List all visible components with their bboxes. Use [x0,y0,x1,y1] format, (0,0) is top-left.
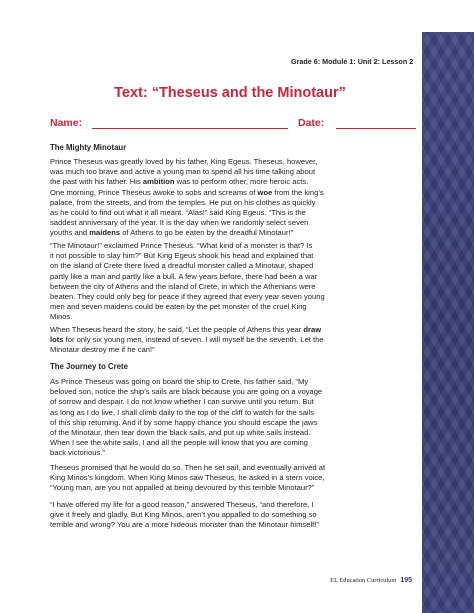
section-heading-journey-to-crete: The Journey to Crete [50,362,128,371]
text-line: When Theseus heard the story, he said, “Let the people of Athens this year draw [50,325,322,334]
page-number: 195 [400,577,412,584]
text-line: as long as I do live, I shall climb daily to the top of the cliff to watch for the sails [50,407,315,417]
text-line: lots for only six young men, instead of seven. I will myself be the seventh. Let the [50,335,324,345]
text-line: “I have offered my life for a good reason,” answered Theseus, “and therefore, I [50,500,314,509]
text-line: palace, from the streets, and from the temples. He put on his clothes as quickly [50,197,316,207]
text-line: of sorrow and despair. I do not know whether I can survive until you return. But [50,397,314,407]
text-line: “The Minotaur!” exclaimed Prince Theseus. “What kind of a monster is that? Is [50,241,313,250]
vocab-lots: lots [50,335,64,345]
paragraph-4 [50,377,412,459]
text-line: was much too brave and active a young man to spend all his time talking about [50,167,316,177]
module-header: Grade 6: Module 1: Unit 2: Lesson 2 [291,57,414,66]
text-line: on the island of Crete there lived a dreadful monster called a Minotaur, shaped [50,261,314,271]
name-date-row [50,116,410,130]
text-line: Minos. [50,312,73,322]
text-line: When I see the white sails, I and all the people will know that you are coming [50,438,308,448]
paragraph-5 [50,463,412,494]
vocab-woe: woe [257,187,273,197]
text-line: Prince Theseus was greatly loved by his father, King Egeus. Theseus, however, [50,157,318,166]
vocab-draw: draw [303,325,322,334]
text-line: Theseus promised that he would do so. Then he set sail, and eventually arrived at [50,463,326,472]
text-line: As Prince Theseus was going on board the ship to Crete, his father said, “My [50,377,309,386]
text-line: partly like a man and partly like a bull. A few years before, there had been a war [50,271,318,281]
text-line: saddest anniversary of the year. It is the day when we randomly select seven [50,218,309,228]
decorative-side-band [422,32,474,613]
text-line: “Young man, are you not appalled at being devoured by this terrible Minotaur?” [50,483,315,493]
paragraph-1 [50,157,412,239]
text-line: back victorious.” [50,448,105,458]
paragraph-2 [50,241,412,323]
section-heading-mighty-minotaur: The Mighty Minotaur [50,143,127,152]
text-line: King Minos’s kingdom. When King Minos saw Theseus, he asked in a stern voice, [50,473,325,483]
paragraph-6 [50,500,412,531]
text-line: give it freely and gladly. But King Minos, aren’t you appalled to do something so [50,510,317,520]
vocab-ambition: ambition [142,177,175,187]
text-line: terrible and wrong? You are a more hideous monster than the Minotaur himself!” [50,520,319,530]
date-label: Date: [298,117,325,129]
text-line: beloved son, notice the ship’s sails are black because you are going on a voyage [50,387,323,397]
name-blank-line [92,128,288,129]
text-line: Minotaur destroy me if he can!” [50,345,155,355]
name-label: Name: [50,117,83,129]
vocab-maidens: maidens [89,228,121,238]
text-line: it not possible to slay him?” But King Egeus shook his head and explained that [50,251,314,261]
text-line: men and seven maidens could be eaten by the pet monster of the cruel King [50,302,307,312]
text-line: of this ship returning. And if by some happy chance you should escape the jaws [50,417,318,427]
paragraph-3 [50,325,412,356]
curriculum-label: EL Education Curriculum [330,577,397,584]
text-line: the past with his father. His ambition was to perform other, more heroic acts. [50,177,309,187]
text-line: as he could to find out what it all meant. “Alas!” said King Egeus. “This is the [50,208,306,218]
text-line: beaten. They could only beg for peace if they agreed that every year seven young [50,292,325,302]
page-footer [290,576,412,586]
page-title: Text: “Theseus and the Minotaur” [114,85,346,101]
date-blank-line [336,128,416,129]
text-line: of the Minotaur, then tear down the black sails, and put up white sails instead. [50,428,311,438]
text-line: youths and maidens of Athens to go be eaten by the dreadful Minotaur!” [50,228,294,238]
text-line: One morning, Prince Theseus awoke to sobs and screams of woe from the king’s [50,187,324,197]
text-line: between the city of Athens and the island of Crete, in which the Athenians were [50,281,316,291]
